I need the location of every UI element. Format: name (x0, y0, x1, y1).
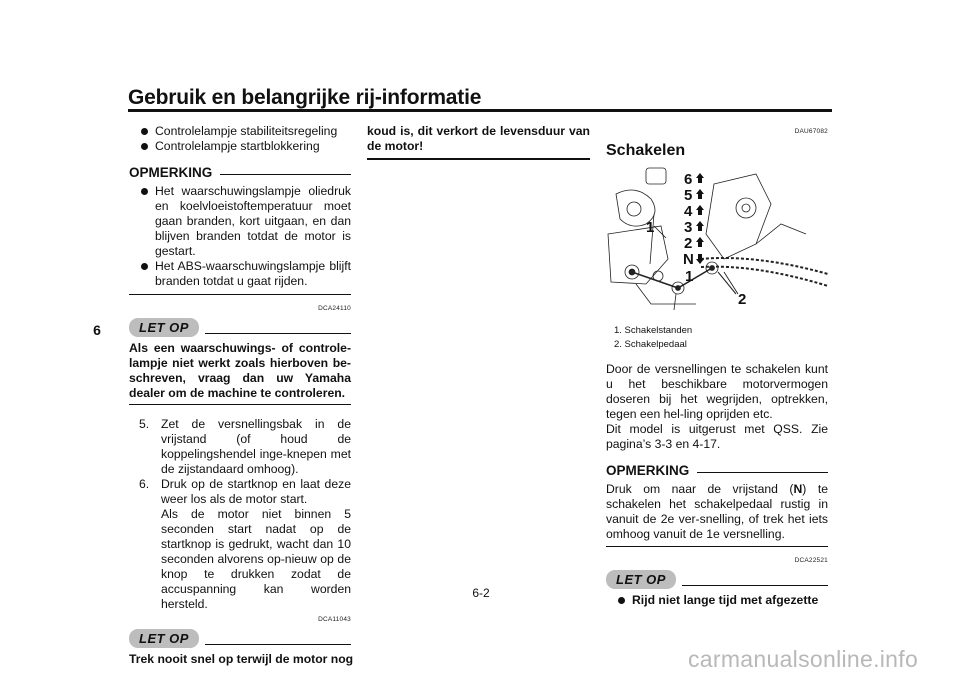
section-title: Schakelen (606, 142, 686, 159)
neutral-icon: N (793, 482, 803, 496)
column-2 (367, 124, 590, 160)
header-rule (128, 109, 832, 112)
note-body (606, 482, 828, 542)
caution-heading (129, 629, 351, 648)
caution-heading (606, 570, 828, 589)
page-header-title: Gebruik en belangrijke rij-informatie (128, 86, 482, 109)
gear-label: N (683, 251, 694, 268)
caution-text: Als een waarschuwings- of controle-lampje niet werkt zoals hierboven be-schreven, vraag dan uw Yamaha dealer om de machine te controleren. (129, 341, 351, 400)
callout-number: 2 (738, 291, 747, 308)
down-arrow-icon (696, 254, 704, 264)
caption-item: 2. Schakelpedaal (614, 339, 687, 350)
note-end-rule (129, 294, 351, 295)
gear-label: 1 (685, 268, 694, 285)
top-bullet-list (129, 124, 351, 154)
list-item: Het waarschuwingslampje oliedruk en koelvloeistoftemperatuur moet gaan branden, kort uitgaan, en dan blijven branden totdat de motor is gestart. (139, 184, 351, 259)
list-item: Rijd niet lange tijd met afgezette (616, 593, 828, 608)
step-item-continued (139, 507, 351, 612)
gear-label: 3 (684, 219, 693, 236)
section-code: DAU67082 (794, 128, 828, 135)
shift-pedal-figure (606, 164, 828, 312)
body-paragraph: Dit model is uitgerust met QSS. Zie pagina’s 3-3 en 4-17. (606, 422, 828, 451)
gear-label: 2 (684, 235, 693, 252)
list-item: Controlelampje startblokkering (139, 139, 351, 154)
gear-label: 6 (684, 171, 693, 188)
caution-badge: LET OP (129, 629, 199, 648)
column-3 (606, 124, 828, 608)
note-heading (606, 463, 828, 478)
note-text: ) te schakelen het schakelpedaal rustig in vanuit de 2e ver-snelling, of trek het iets omhoog vanuit de 1e versnelling. (606, 482, 829, 541)
shift-pedal-illustration (606, 164, 828, 312)
caution-badge: LET OP (129, 318, 199, 337)
caption-item: 1. Schakelstanden (614, 325, 693, 336)
caution-end-rule (367, 158, 590, 160)
up-arrow-icon (696, 173, 704, 247)
caution-heading (129, 318, 351, 337)
note-title: OPMERKING (129, 165, 213, 180)
list-item: Controlelampje stabiliteitsregeling (139, 124, 351, 139)
caution-code: DCA24110 (318, 305, 351, 312)
chapter-tab: 6 (93, 322, 101, 338)
caution-list (606, 593, 828, 608)
caution-text: Trek nooit snel op terwijl de motor nog (129, 652, 354, 666)
note-text: Druk om naar de vrijstand ( (606, 482, 794, 496)
caution-end-rule (129, 404, 351, 405)
note-body (129, 184, 351, 289)
step-text: Zet de versnellingsbak in de vrijstand (of houd de koppelingshendel inge-knepen met de zijstandaard omhoog). (161, 417, 351, 476)
note-heading (129, 165, 351, 180)
gear-label: 5 (684, 187, 693, 204)
column-1 (129, 124, 354, 667)
step-item (139, 417, 351, 477)
caution-badge: LET OP (606, 570, 676, 589)
note-title: OPMERKING (606, 463, 690, 478)
step-number: 6. (139, 477, 150, 491)
body-paragraph: Door de versnellingen te schakelen kunt u het beschikbare motorvermogen doseren bij het wegrijden, optrekken, tegen een hel-ling oprijden etc. (606, 362, 828, 421)
step-text: Druk op de startknop en laat deze weer los als de motor start. (161, 477, 351, 506)
step-number: 5. (139, 417, 150, 431)
step-text: Als de motor niet binnen 5 seconden start nadat op de startknop is gedrukt, wacht dan 10 seconden alvorens op-nieuw op de knop te drukken zodat de accuspanning kan worden hersteld. (161, 507, 351, 611)
caution-text-continued: koud is, dit verkort de levensduur van de motor! (367, 124, 590, 153)
step-list (129, 417, 351, 612)
figure-caption (606, 324, 828, 352)
step-item (139, 477, 351, 507)
caution-code: DCA22521 (794, 557, 828, 564)
page-number: 6-2 (472, 586, 490, 600)
note-end-rule (606, 546, 828, 547)
caution-code: DCA11043 (318, 616, 351, 623)
list-item: Het ABS-waarschuwingslampje blijft branden totdat u gaat rijden. (139, 259, 351, 289)
gear-label: 4 (684, 203, 693, 220)
watermark: carmanualsonline.info (688, 646, 919, 672)
callout-number: 1 (646, 219, 655, 236)
